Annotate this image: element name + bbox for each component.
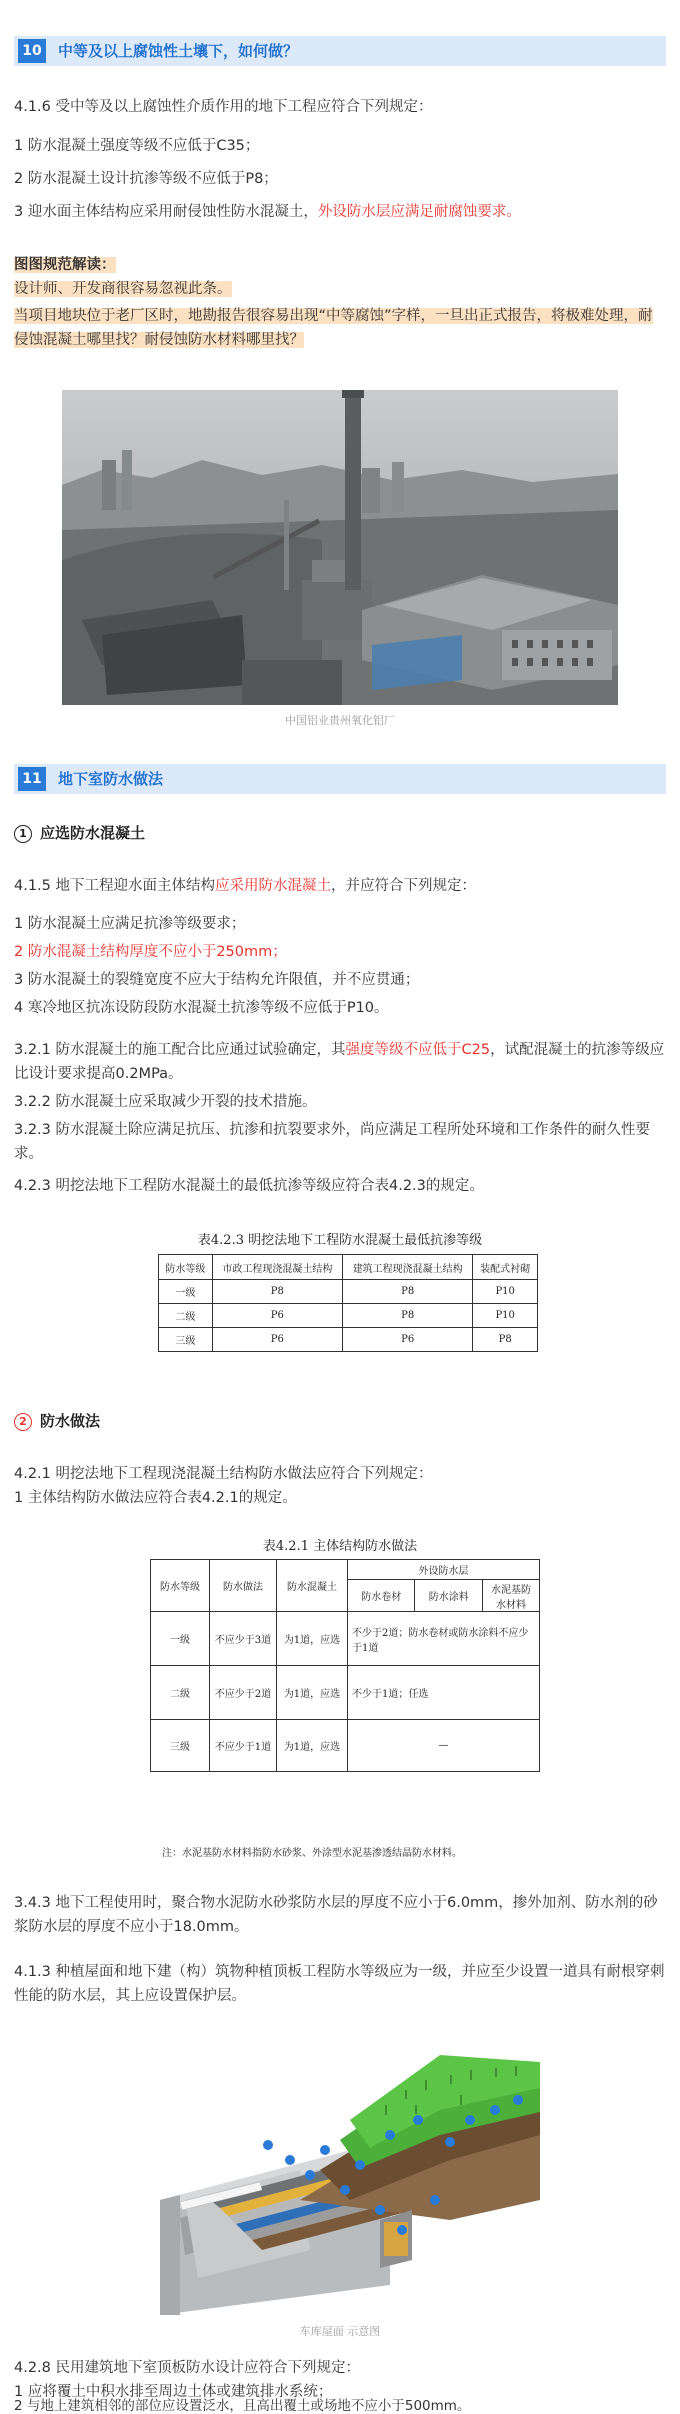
table-header-cell: 防水等级 (151, 1560, 210, 1612)
diagram-marker (430, 2195, 440, 2205)
factory-photo-drawing (62, 390, 618, 705)
section-number: 11 (18, 767, 46, 791)
table-cell: P8 (212, 1280, 342, 1304)
section-title: 中等及以上腐蚀性土壤下，如何做？ (58, 42, 299, 60)
table-cell: 一级 (151, 1612, 210, 1666)
section-10-header (14, 36, 666, 66)
clause-4-2-1-line-1: 4.2.1 明挖法地下工程现浇混凝土结构防水做法应符合下列规定： (14, 1466, 433, 1482)
table-header-cell: 防水混凝土 (277, 1560, 348, 1612)
clause-4-1-6-item-3: 3 迎水面主体结构应采用耐侵蚀性防水混凝土，外设防水层应满足耐腐蚀要求。 (14, 204, 521, 220)
table-cell: P6 (212, 1328, 342, 1352)
diagram-marker (263, 2140, 273, 2150)
table-cell: 二级 (159, 1304, 213, 1328)
table-cell: 为1道，应选 (277, 1666, 348, 1720)
section-title: 地下室防水做法 (58, 770, 164, 788)
table-header-row (159, 1255, 538, 1280)
table-cell: P8 (343, 1304, 473, 1328)
table-cell: 一级 (159, 1280, 213, 1304)
garage-roof-drawing (150, 2050, 540, 2315)
factory-photo (62, 390, 618, 705)
clause-4-1-5-intro: 4.1.5 地下工程迎水面主体结构应采用防水混凝土，并应符合下列规定： (14, 878, 477, 894)
table-header-cell: 水泥基防水材料 (483, 1580, 540, 1612)
clause-4-2-8-item-2: 2 与地上建筑相邻的部位应设置泛水，且高出覆土或场地不应小于500mm。 (14, 2398, 471, 2414)
subsection-1-title: 1 应选防水混凝土 (14, 822, 145, 844)
diagram-marker (305, 2170, 315, 2180)
garage-roof-diagram (150, 2050, 540, 2315)
diagram-marker (385, 2130, 395, 2140)
subsection-2-title: 2 防水做法 (14, 1410, 100, 1432)
table-header-row (151, 1560, 540, 1580)
clause-3-2-2: 3.2.2 防水混凝土应采取减少开裂的技术措施。 (14, 1094, 317, 1110)
diagram-marker (320, 2145, 330, 2155)
clause-4-1-3: 4.1.3 种植屋面和地下建（构）筑物种植顶板工程防水等级应为一级，并应至少设置一道具有耐根穿刺性能的防水层，其上应设置保护层。 (14, 1964, 665, 2004)
section-11-header (14, 764, 666, 794)
clause-4-1-5-item-4: 4 寒冷地区抗冻设防段防水混凝土抗渗等级不应低于P10。 (14, 1000, 389, 1016)
diagram-marker (445, 2137, 455, 2147)
table-cell: 为1道，应选 (277, 1612, 348, 1666)
clause-4-2-8-intro: 4.2.8 民用建筑地下室顶板防水设计应符合下列规定： (14, 2360, 361, 2376)
table-cell: P8 (343, 1280, 473, 1304)
diagram-marker (413, 2115, 423, 2125)
table-header-cell: 装配式衬砌 (473, 1255, 538, 1280)
diagram-marker (340, 2185, 350, 2195)
table-header-cell: 外设防水层 (348, 1560, 540, 1580)
clause-4-2-1-line-2: 1 主体结构防水做法应符合表4.2.1的规定。 (14, 1490, 297, 1506)
table-cell: P10 (473, 1304, 538, 1328)
diagram-marker (375, 2205, 385, 2215)
table-row (159, 1304, 538, 1328)
table-cell: P6 (212, 1304, 342, 1328)
table-cell: 不少于2道；防水卷材或防水涂料不应少于1道 (348, 1612, 540, 1666)
diagram-marker (490, 2105, 500, 2115)
table-row (159, 1328, 538, 1352)
table-header-cell: 防水卷材 (348, 1580, 415, 1612)
diagram-caption: 车库屋面 示意图 (299, 2325, 381, 2338)
table-cell: — (348, 1720, 540, 1772)
clause-3-4-3: 3.4.3 地下工程使用时，聚合物水泥防水砂浆防水层的厚度不应小于6.0mm，掺外加剂、防水剂的砂浆防水层的厚度不应小于18.0mm。 (14, 1895, 658, 1935)
table-cell: 不应少于3道 (210, 1612, 277, 1666)
table-header-cell: 防水涂料 (415, 1580, 483, 1612)
table-cell: P6 (343, 1328, 473, 1352)
table-4-2-1 (150, 1559, 540, 1772)
clause-4-2-8-item-1: 1 应将覆土中积水排至周边土体或建筑排水系统； (14, 2384, 333, 2400)
table-4-2-3-caption: 表4.2.3 明挖法地下工程防水混凝土最低抗渗等级 (197, 1233, 483, 1248)
section-number: 10 (18, 39, 46, 63)
diagram-marker (355, 2160, 365, 2170)
interpretation-title: 图图规范解读： (14, 257, 116, 273)
table-cell: 不应少于2道 (210, 1666, 277, 1720)
diagram-marker (465, 2115, 475, 2125)
table-4-2-1-caption: 表4.2.1 主体结构防水做法 (262, 1539, 418, 1554)
table-row (151, 1612, 540, 1666)
clause-4-1-6-item-1: 1 防水混凝土强度等级不应低于C35； (14, 138, 260, 154)
table-header-cell: 市政工程现浇混凝土结构 (212, 1255, 342, 1280)
interpretation-line-1: 设计师、开发商很容易忽视此条。 (14, 281, 232, 297)
clause-4-1-5-item-1: 1 防水混凝土应满足抗渗等级要求； (14, 916, 246, 932)
table-cell: 不应少于1道 (210, 1720, 277, 1772)
table-cell: 不少于1道；任选 (348, 1666, 540, 1720)
table-cell: 三级 (159, 1328, 213, 1352)
interpretation-line-2: 当项目地块位于老厂区时，地勘报告很容易出现“中等腐蚀”字样，一旦出正式报告，将极难处理，耐侵蚀混凝土哪里找？耐侵蚀防水材料哪里找？ (14, 308, 653, 348)
table-row (159, 1280, 538, 1304)
table-header-cell: 防水做法 (210, 1560, 277, 1612)
table-header-cell: 防水等级 (159, 1255, 213, 1280)
clause-4-2-3: 4.2.3 明挖法地下工程防水混凝土的最低抗渗等级应符合表4.2.3的规定。 (14, 1178, 484, 1194)
clause-4-1-6-item-2: 2 防水混凝土设计抗渗等级不应低于P8； (14, 171, 278, 187)
clause-4-1-5-item-2: 2 防水混凝土结构厚度不应小于250mm； (14, 944, 287, 960)
table-cell: 三级 (151, 1720, 210, 1772)
table-4-2-1-note: 注：水泥基防水材料指防水砂浆、外涂型水泥基渗透结晶防水材料。 (162, 1848, 462, 1859)
table-cell: P8 (473, 1328, 538, 1352)
table-cell: P10 (473, 1280, 538, 1304)
diagram-marker (285, 2155, 295, 2165)
diagram-marker (513, 2095, 523, 2105)
table-cell: 为1道，应选 (277, 1720, 348, 1772)
table-cell: 二级 (151, 1666, 210, 1720)
clause-4-1-5-item-3: 3 防水混凝土的裂缝宽度不应大于结构允许限值，并不应贯通； (14, 972, 420, 988)
table-4-2-3 (158, 1254, 538, 1352)
table-row (151, 1666, 540, 1720)
clause-3-2-1: 3.2.1 防水混凝土的施工配合比应通过试验确定，其强度等级不应低于C25，试配混凝土的抗渗等级应比设计要求提高0.2MPa。 (14, 1042, 665, 1082)
diagram-marker (397, 2225, 407, 2235)
clause-3-2-3: 3.2.3 防水混凝土除应满足抗压、抗渗和抗裂要求外，尚应满足工程所处环境和工作条件的耐久性要求。 (14, 1122, 650, 1162)
table-header-cell: 建筑工程现浇混凝土结构 (343, 1255, 473, 1280)
table-row (151, 1720, 540, 1772)
clause-4-1-6-intro: 4.1.6 受中等及以上腐蚀性介质作用的地下工程应符合下列规定： (14, 99, 433, 115)
factory-photo-caption: 中国铝业贵州氧化铝厂 (285, 714, 395, 727)
